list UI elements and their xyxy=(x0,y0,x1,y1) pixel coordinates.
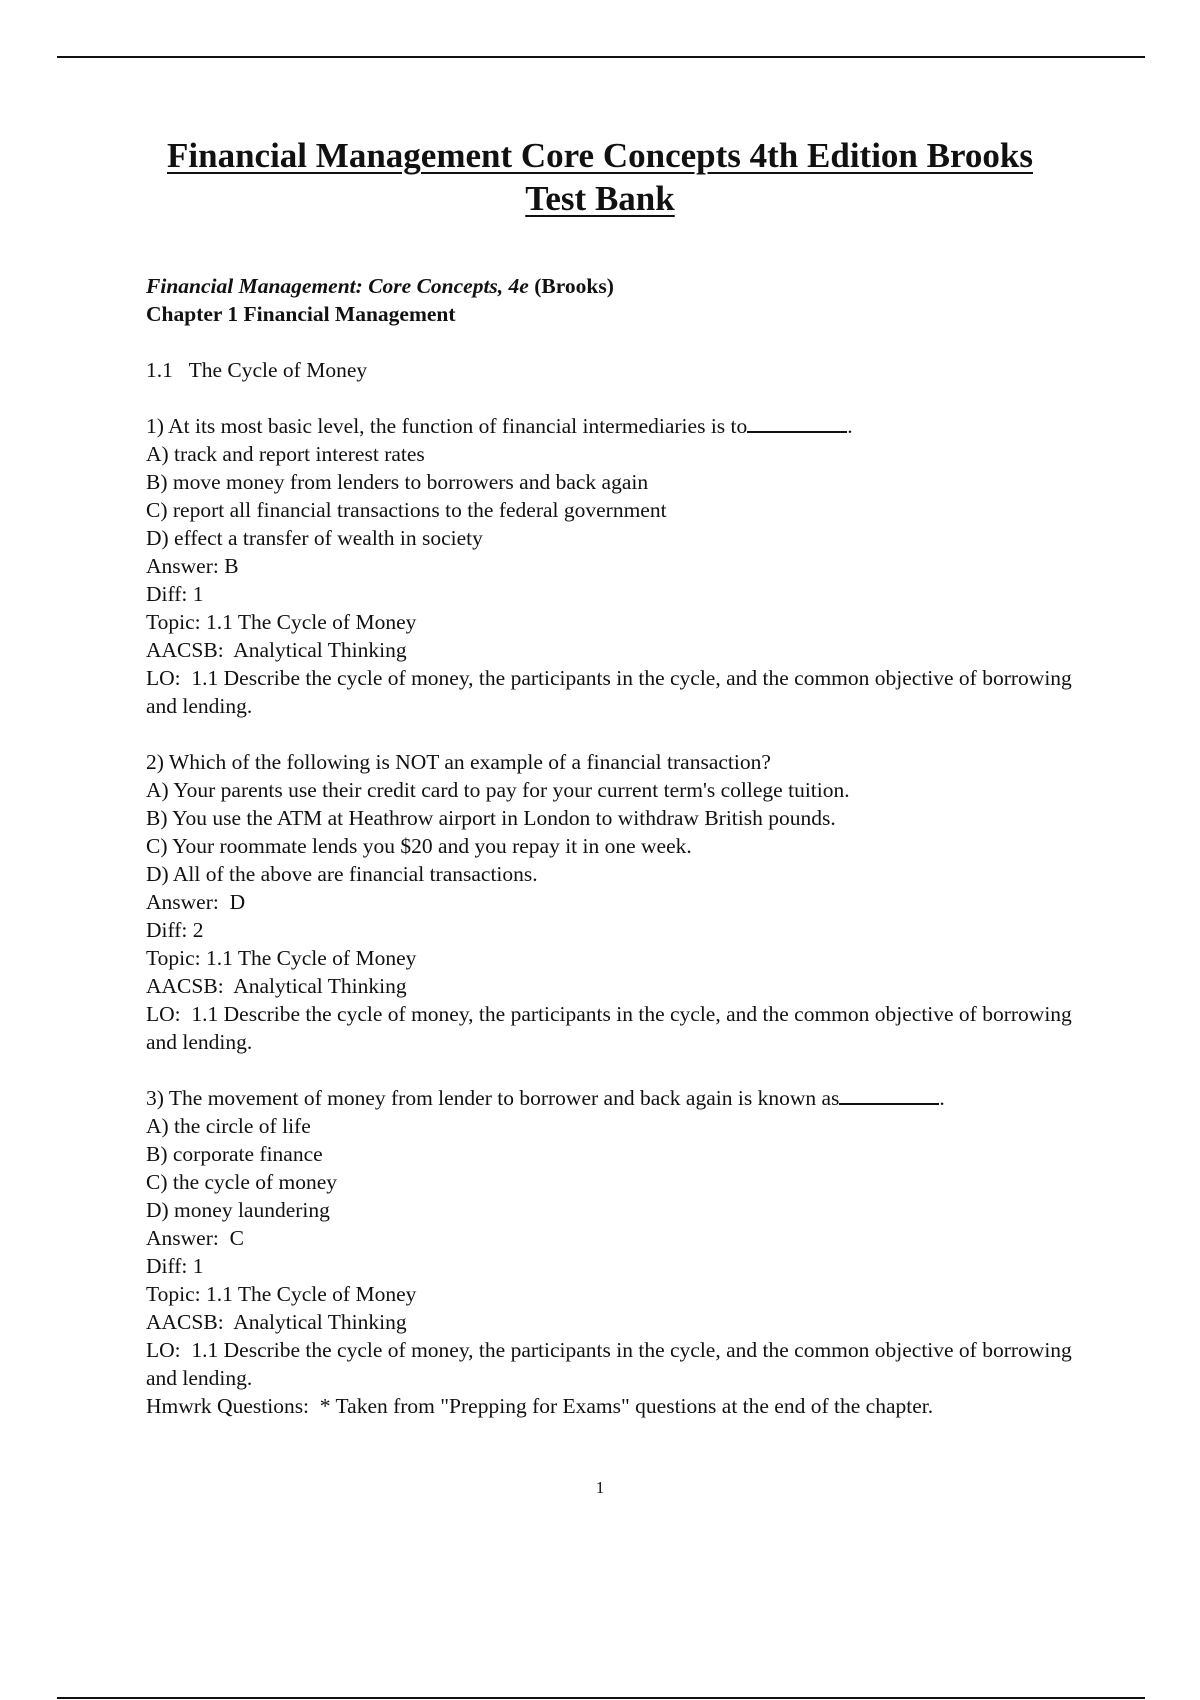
option-a: A) the circle of life xyxy=(146,1114,311,1138)
learning-objective: LO: 1.1 Describe the cycle of money, the participants in the cycle, and the common objective of borrowing and lending. xyxy=(146,666,1078,718)
option-d: D) money laundering xyxy=(146,1198,330,1222)
title-line-2: Test Bank xyxy=(525,179,675,218)
document-body xyxy=(146,272,1086,1420)
topic: Topic: 1.1 The Cycle of Money xyxy=(146,610,417,634)
book-citation xyxy=(146,272,1086,300)
page-number: 1 xyxy=(595,1478,605,1497)
answer-blank xyxy=(839,1085,939,1105)
question-block xyxy=(146,1084,1086,1420)
question-block xyxy=(146,412,1086,720)
option-c: C) the cycle of money xyxy=(146,1170,338,1194)
topic: Topic: 1.1 The Cycle of Money xyxy=(146,946,417,970)
topic: Topic: 1.1 The Cycle of Money xyxy=(146,1282,417,1306)
aacsb: AACSB: Analytical Thinking xyxy=(146,638,407,662)
title-line-1: Financial Management Core Concepts 4th Edition Brooks xyxy=(167,136,1033,175)
option-a: A) track and report interest rates xyxy=(146,442,425,466)
section-heading: 1.1 The Cycle of Money xyxy=(146,358,368,382)
option-a: A) Your parents use their credit card to pay for your current term's college tuition. xyxy=(146,778,850,802)
question-stem: 1) At its most basic level, the function of financial intermediaries is to . xyxy=(146,414,853,438)
learning-objective: LO: 1.1 Describe the cycle of money, the participants in the cycle, and the common objective of borrowing and lending. xyxy=(146,1002,1078,1054)
difficulty: Diff: 1 xyxy=(146,582,204,606)
option-d: D) All of the above are financial transactions. xyxy=(146,862,538,886)
question-stem: 3) The movement of money from lender to borrower and back again is known as . xyxy=(146,1086,945,1110)
answer: Answer: C xyxy=(146,1226,244,1250)
aacsb: AACSB: Analytical Thinking xyxy=(146,974,407,998)
answer: Answer: D xyxy=(146,890,246,914)
option-c: C) report all financial transactions to the federal government xyxy=(146,498,667,522)
chapter-heading: Chapter 1 Financial Management xyxy=(146,302,456,326)
question-block xyxy=(146,748,1086,1056)
book-title: Financial Management: Core Concepts, 4e xyxy=(146,274,529,298)
book-author: (Brooks) xyxy=(528,274,614,298)
document-title xyxy=(0,134,1200,220)
aacsb: AACSB: Analytical Thinking xyxy=(146,1310,407,1334)
difficulty: Diff: 1 xyxy=(146,1254,204,1278)
answer: Answer: B xyxy=(146,554,239,578)
option-b: B) corporate finance xyxy=(146,1142,323,1166)
top-rule xyxy=(57,56,1145,58)
option-b: B) You use the ATM at Heathrow airport in London to withdraw British pounds. xyxy=(146,806,836,830)
homework-note: Hmwrk Questions: * Taken from "Prepping for Exams" questions at the end of the chapter. xyxy=(146,1394,934,1418)
bottom-rule xyxy=(57,1697,1145,1699)
option-b: B) move money from lenders to borrowers and back again xyxy=(146,470,649,494)
learning-objective: LO: 1.1 Describe the cycle of money, the participants in the cycle, and the common objective of borrowing and lending. xyxy=(146,1338,1078,1390)
option-d: D) effect a transfer of wealth in society xyxy=(146,526,483,550)
difficulty: Diff: 2 xyxy=(146,918,204,942)
option-c: C) Your roommate lends you $20 and you repay it in one week. xyxy=(146,834,692,858)
question-stem: 2) Which of the following is NOT an example of a financial transaction? xyxy=(146,750,771,774)
answer-blank xyxy=(747,413,847,433)
